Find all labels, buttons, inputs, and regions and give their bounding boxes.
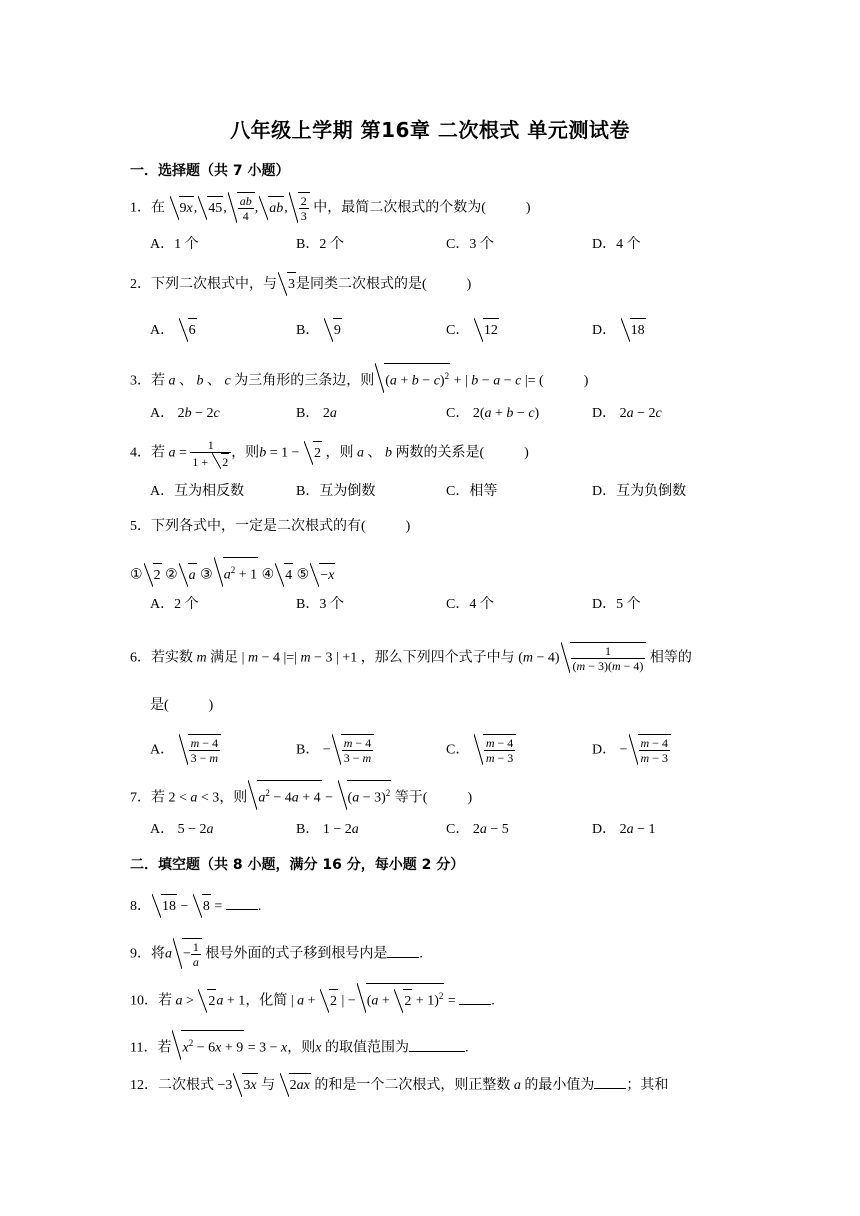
- answer-blank[interactable]: [459, 990, 491, 1005]
- question-4-options: [150, 481, 750, 511]
- answer-blank[interactable]: [387, 943, 419, 958]
- question-number: 1．: [130, 200, 151, 216]
- answer-blank[interactable]: [409, 1037, 465, 1052]
- option-b[interactable]: B．2 个: [296, 237, 344, 252]
- option-c[interactable]: C．相等: [446, 484, 498, 499]
- question-1: 1．在 9x, 45, $\frac{ab}{4}$ , ab, $\frac{2}{3}$ 中，最简二次根式的个数为( ): [130, 194, 531, 223]
- page-title: 八年级上学期 第16章 二次根式 单元测试卷: [230, 118, 630, 142]
- option-b[interactable]: B． 1 − 2a: [296, 822, 359, 837]
- question-7: 7．若 2 < a < 3，则 $a^2 - 4a + 4 - (a - 3)^2$ 等于( ): [130, 780, 472, 810]
- option-c[interactable]: C． $\frac{m - 4}{m - 3}$: [446, 734, 516, 765]
- option-d[interactable]: D．4 个: [592, 237, 641, 252]
- option-c[interactable]: C．4 个: [446, 597, 494, 612]
- option-d[interactable]: D． 2a − 1: [592, 822, 656, 837]
- option-d[interactable]: D． − $\frac{m - 4}{m - 3}$: [592, 734, 671, 765]
- option-a[interactable]: A．2 个: [150, 597, 199, 612]
- option-d[interactable]: D．互为负倒数: [592, 484, 687, 499]
- option-d[interactable]: D． 2a − 2c: [592, 406, 662, 421]
- option-c[interactable]: C． 2(a + b − c): [446, 406, 540, 421]
- question-10: 10．若 a > 2a + 1，化简 | a + 2 | − $(a + 2 + 1)^2$ = .: [130, 983, 495, 1013]
- option-a[interactable]: A．1 个: [150, 237, 199, 252]
- question-6-options: [150, 734, 750, 764]
- option-b[interactable]: B． 9: [296, 318, 342, 342]
- question-2-options: [150, 318, 750, 348]
- question-1-options: [150, 234, 750, 264]
- option-a[interactable]: A．互为相反数: [150, 484, 245, 499]
- question-12: 12．二次根式 −3 3x 与 2ax 的和是一个二次根式，则正整数 a 的最小值为 ；其和: [130, 1073, 668, 1097]
- option-d[interactable]: D．5 个: [592, 597, 641, 612]
- option-a[interactable]: A． 2b − 2c: [150, 406, 220, 421]
- answer-blank[interactable]: [594, 1074, 626, 1089]
- question-3-options: [150, 403, 750, 433]
- option-b[interactable]: B． − $\frac{m - 4}{3 - m}$: [296, 734, 374, 765]
- option-b[interactable]: B．互为倒数: [296, 484, 376, 499]
- section-heading-choice: 一．选择题（共 7 小题）: [130, 163, 290, 179]
- option-a[interactable]: A． 5 − 2a: [150, 822, 214, 837]
- question-7-options: [150, 819, 750, 849]
- question-9: 9．将a − $\frac{1}{a}$ 根号外面的式子移到根号内是 .: [130, 940, 423, 969]
- option-b[interactable]: B． 2a: [296, 406, 337, 421]
- answer-blank[interactable]: [226, 895, 258, 910]
- question-6-continued: 是( ): [150, 698, 214, 713]
- question-2: 2．下列二次根式中，与 3是同类二次根式的是( ): [130, 272, 471, 296]
- question-3: 3．若 a 、 b 、 c 为三角形的三条边，则 $(a + b - c)^2$ + | b − a − c |= ( ): [130, 363, 588, 393]
- question-5-items: ① 2 ② a ③ $a^2 + 1$ ④ 4 ⑤ −x: [130, 557, 335, 587]
- question-4: 4．若 a = $\frac{1}{1 + 2}$ ，则b = 1 − 2 ，则 a 、 b 两数的关系是( ): [130, 438, 529, 469]
- option-a[interactable]: A． 6: [150, 318, 197, 342]
- option-c[interactable]: C． 2a − 5: [446, 822, 509, 837]
- section-heading-fill: 二．填空题（共 8 小题，满分 16 分，每小题 2 分）: [130, 857, 465, 873]
- option-d[interactable]: D． 18: [592, 318, 646, 342]
- question-8: 8． 18 − 8 = .: [130, 894, 261, 918]
- question-5: 5．下列各式中，一定是二次根式的有( ): [130, 519, 411, 534]
- option-a[interactable]: A． $\frac{m - 4}{3 - m}$: [150, 734, 221, 765]
- option-c[interactable]: C．3 个: [446, 237, 494, 252]
- option-c[interactable]: C． 12: [446, 318, 499, 342]
- question-6: 6．若实数 m 满足 | m − 4 |=| m − 3 | +1 ，那么下列四个式子中与 (m − 4) $\frac{1}{(m - 3)(m - 4)}$ 相等的: [130, 644, 692, 673]
- question-11: 11．若 $x^2 - 6x + 9 = 3 - x$，则x 的取值范围为 .: [130, 1030, 468, 1060]
- option-b[interactable]: B．3 个: [296, 597, 344, 612]
- question-5-options: [150, 594, 750, 624]
